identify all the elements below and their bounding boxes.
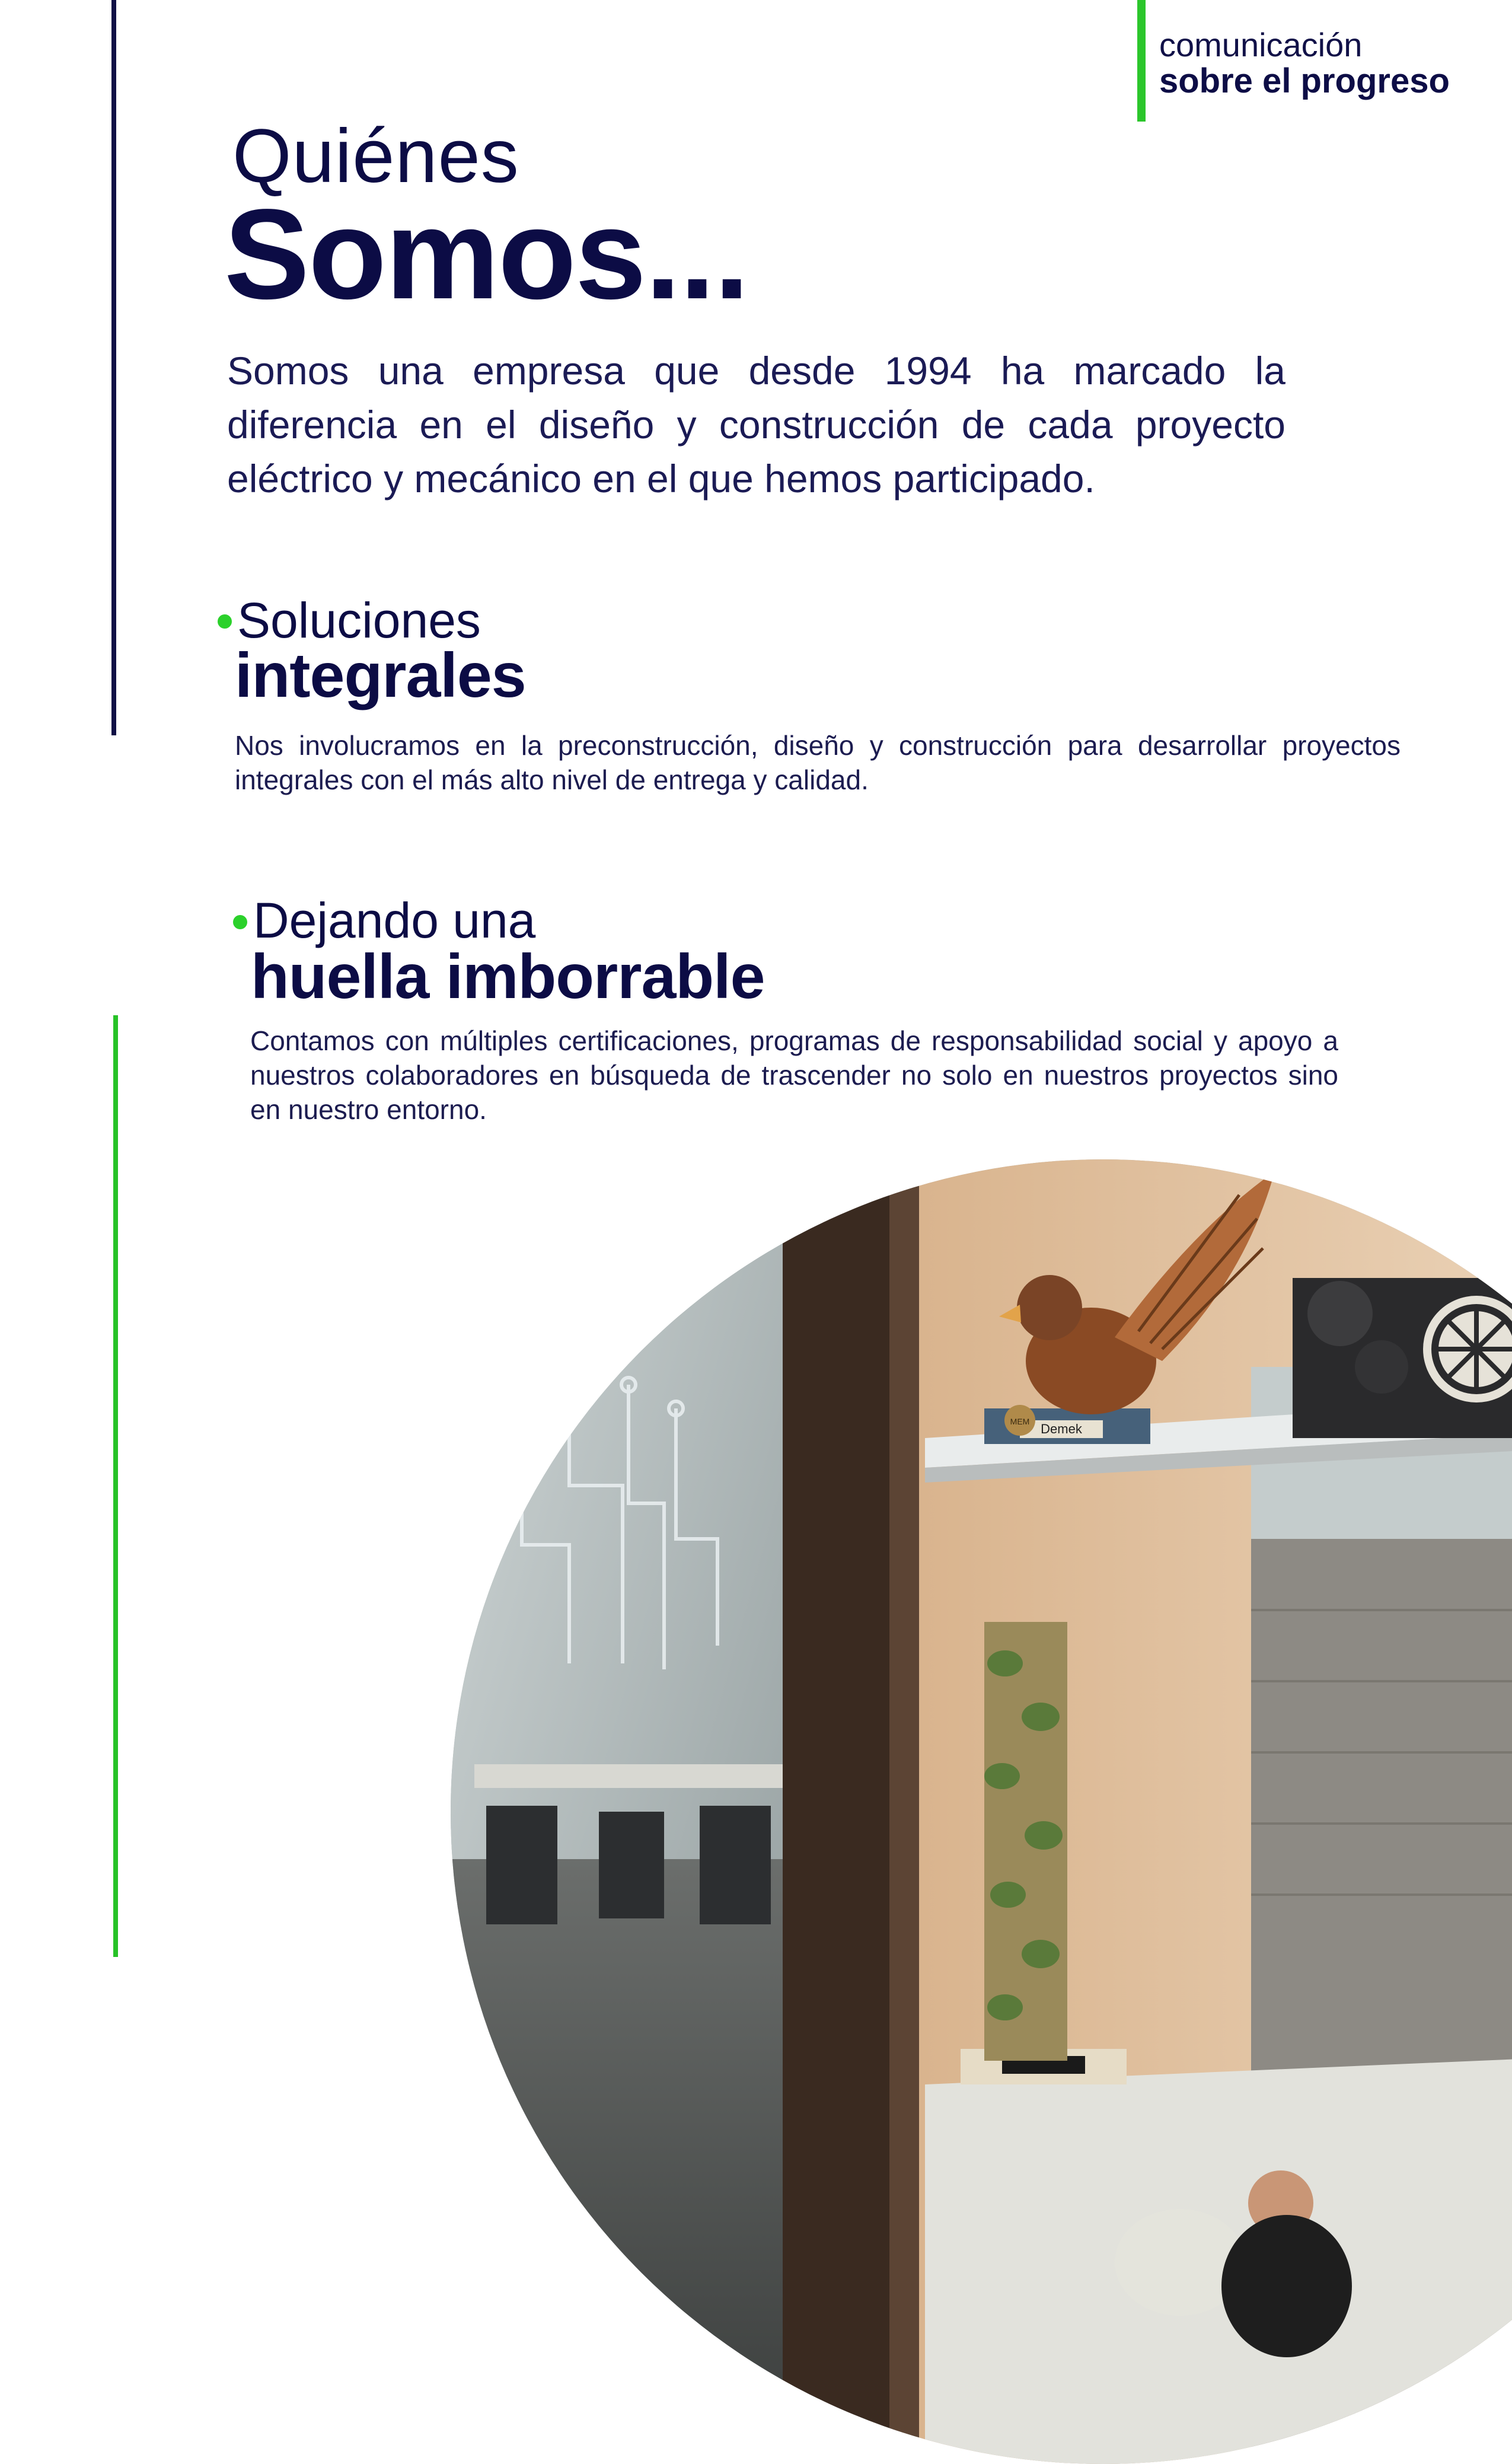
section-paragraph: Contamos con múltiples certificaciones, programas de responsabilidad social y apoyo a nuestros colaboradores en búsqueda de trascender no solo en nuestros proyectos sino en nuestro entorno. (250, 1025, 1338, 1125)
bullet-dot-icon (218, 614, 232, 629)
page-title-bold: Somos... (224, 182, 749, 326)
section-heading-bold: huella imborrable (251, 942, 765, 1012)
section-heading-light: Soluciones (237, 592, 481, 648)
section-heading-bold: integrales (235, 640, 526, 710)
section-paragraph: Nos involucramos en la preconstrucción, diseño y construcción para desarrollar proyectos integrales con el más alto nivel de entrega y calidad. (235, 730, 1401, 795)
badge-label: MEM (1010, 1417, 1030, 1426)
office-photo (451, 1159, 1512, 2464)
page-title-light: Quiénes (232, 114, 519, 199)
intro-paragraph: Somos una empresa que desde 1994 ha marcado la diferencia en el diseño y construcción de cada proyecto eléctrico y mecánico en el que hemos participado. (227, 349, 1285, 501)
bullet-dot-icon (233, 915, 247, 929)
section-tag-line1: comunicación (1159, 26, 1363, 63)
section-heading-light: Dejando una (253, 892, 536, 948)
plaque-label: Demek (1041, 1421, 1082, 1436)
green-divider-line (113, 1015, 118, 1957)
section-tag (1159, 28, 1450, 98)
navy-divider-line (111, 0, 116, 735)
section-tag-line2: sobre el progreso (1159, 62, 1450, 100)
green-accent-bar (1137, 0, 1146, 122)
